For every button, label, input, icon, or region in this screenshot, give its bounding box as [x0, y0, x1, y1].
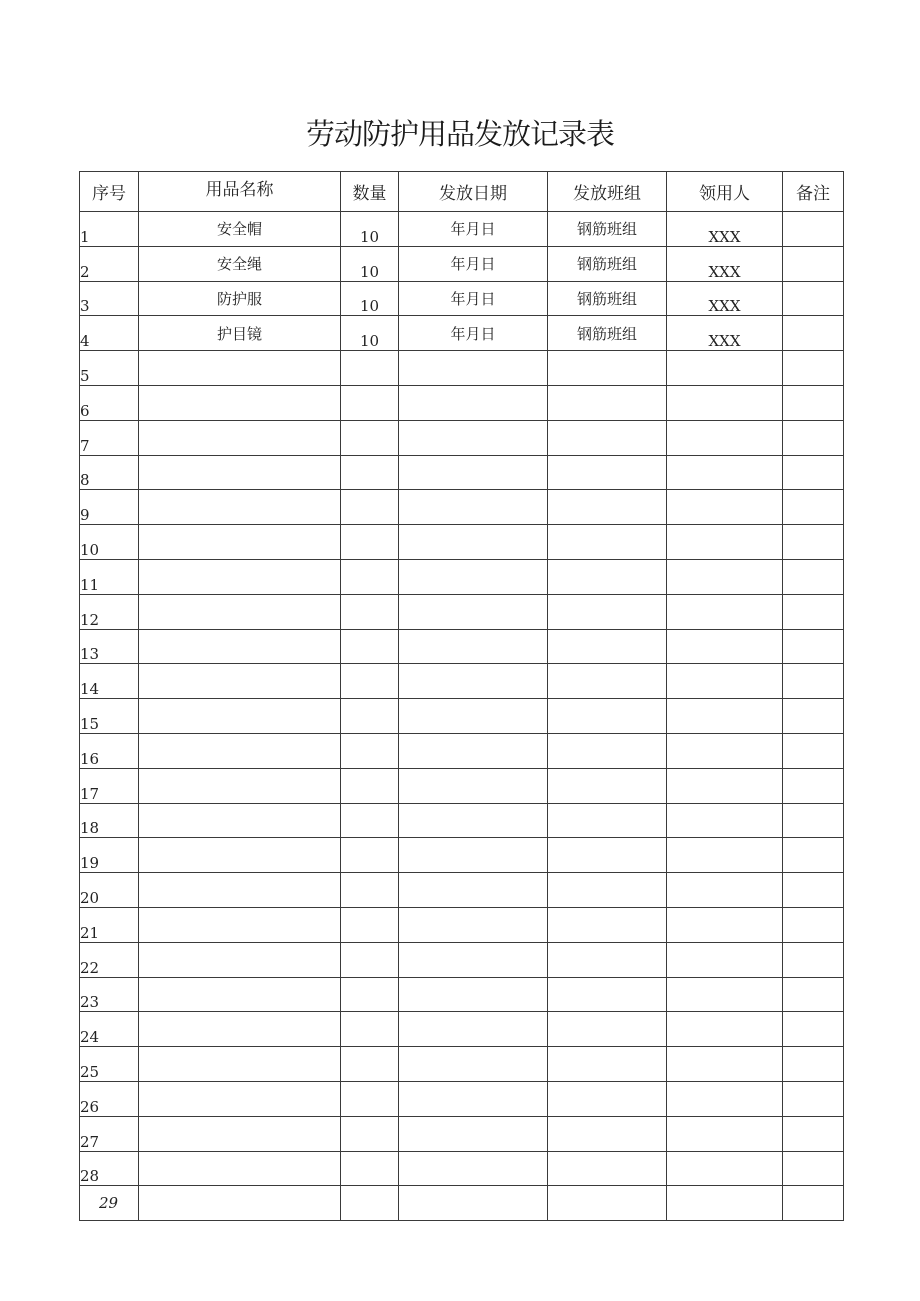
cell-receiver	[667, 351, 783, 386]
table-row	[80, 1047, 844, 1082]
cell-receiver	[667, 629, 783, 664]
cell-issue-date	[399, 490, 548, 525]
cell-item-name	[139, 942, 341, 977]
cell-item-name	[139, 1081, 341, 1116]
cell-issue-date	[399, 873, 548, 908]
cell-receiver	[667, 559, 783, 594]
cell-issue-date	[399, 1151, 548, 1186]
cell-receiver	[667, 385, 783, 420]
cell-no: 26	[80, 1081, 139, 1116]
cell-team	[548, 385, 667, 420]
header-team: 发放班组	[548, 172, 667, 212]
cell-remark	[783, 1116, 844, 1151]
cell-receiver	[667, 1116, 783, 1151]
cell-team	[548, 559, 667, 594]
table-row	[80, 525, 844, 560]
table-row	[80, 455, 844, 490]
cell-team: 钢筋班组	[548, 281, 667, 316]
cell-team	[548, 768, 667, 803]
cell-receiver	[667, 594, 783, 629]
cell-issue-date	[399, 977, 548, 1012]
cell-no: 8	[80, 455, 139, 490]
cell-issue-date	[399, 385, 548, 420]
cell-quantity	[341, 1081, 399, 1116]
page-title: 劳动防护用品发放记录表	[305, 117, 614, 151]
cell-quantity	[341, 907, 399, 942]
cell-quantity	[341, 594, 399, 629]
cell-item-name	[139, 559, 341, 594]
cell-quantity	[341, 351, 399, 386]
table-row	[80, 1081, 844, 1116]
table-row	[80, 281, 844, 316]
cell-team	[548, 873, 667, 908]
cell-issue-date	[399, 907, 548, 942]
table-body	[80, 212, 844, 1221]
cell-receiver	[667, 768, 783, 803]
cell-no: 3	[80, 281, 139, 316]
cell-item-name	[139, 594, 341, 629]
cell-team	[548, 490, 667, 525]
cell-issue-date	[399, 1012, 548, 1047]
cell-issue-date	[399, 699, 548, 734]
cell-team	[548, 420, 667, 455]
cell-receiver	[667, 1186, 783, 1221]
cell-team	[548, 977, 667, 1012]
cell-remark	[783, 212, 844, 247]
cell-remark	[783, 873, 844, 908]
cell-no: 6	[80, 385, 139, 420]
cell-remark	[783, 768, 844, 803]
header-row	[80, 172, 844, 212]
cell-quantity	[341, 1047, 399, 1082]
cell-receiver	[667, 1012, 783, 1047]
cell-issue-date	[399, 942, 548, 977]
cell-quantity	[341, 490, 399, 525]
cell-no: 25	[80, 1047, 139, 1082]
cell-issue-date	[399, 559, 548, 594]
cell-receiver	[667, 873, 783, 908]
cell-receiver: XXX	[667, 246, 783, 281]
cell-no: 22	[80, 942, 139, 977]
cell-issue-date: 年月日	[399, 246, 548, 281]
cell-team	[548, 455, 667, 490]
cell-team	[548, 351, 667, 386]
cell-no: 17	[80, 768, 139, 803]
cell-no: 23	[80, 977, 139, 1012]
cell-no: 7	[80, 420, 139, 455]
cell-remark	[783, 246, 844, 281]
table-row	[80, 212, 844, 247]
cell-item-name	[139, 873, 341, 908]
cell-quantity	[341, 420, 399, 455]
cell-receiver	[667, 490, 783, 525]
cell-remark	[783, 699, 844, 734]
cell-team	[548, 803, 667, 838]
cell-no: 11	[80, 559, 139, 594]
cell-team	[548, 1012, 667, 1047]
cell-item-name	[139, 977, 341, 1012]
cell-item-name	[139, 768, 341, 803]
cell-receiver	[667, 942, 783, 977]
cell-item-name	[139, 490, 341, 525]
cell-remark	[783, 1012, 844, 1047]
table-row	[80, 385, 844, 420]
cell-team: 钢筋班组	[548, 212, 667, 247]
cell-no: 27	[80, 1116, 139, 1151]
cell-item-name	[139, 733, 341, 768]
cell-receiver: XXX	[667, 316, 783, 351]
cell-quantity	[341, 873, 399, 908]
cell-issue-date	[399, 525, 548, 560]
cell-issue-date	[399, 1186, 548, 1221]
table-row	[80, 594, 844, 629]
cell-team	[548, 1081, 667, 1116]
cell-no: 18	[80, 803, 139, 838]
header-date: 发放日期	[399, 172, 548, 212]
cell-team	[548, 907, 667, 942]
table-row	[80, 942, 844, 977]
cell-remark	[783, 733, 844, 768]
cell-issue-date	[399, 1047, 548, 1082]
cell-remark	[783, 490, 844, 525]
cell-item-name	[139, 1012, 341, 1047]
cell-item-name	[139, 699, 341, 734]
cell-receiver	[667, 838, 783, 873]
cell-receiver: XXX	[667, 281, 783, 316]
table-row	[80, 1012, 844, 1047]
cell-quantity: 10	[341, 316, 399, 351]
cell-team	[548, 629, 667, 664]
cell-item-name	[139, 351, 341, 386]
cell-quantity: 10	[341, 212, 399, 247]
cell-item-name: 护目镜	[139, 316, 341, 351]
cell-item-name: 安全帽	[139, 212, 341, 247]
cell-item-name	[139, 664, 341, 699]
table-row	[80, 559, 844, 594]
cell-receiver	[667, 803, 783, 838]
cell-receiver	[667, 977, 783, 1012]
cell-team	[548, 699, 667, 734]
header-receiver: 领用人	[667, 172, 783, 212]
cell-quantity	[341, 1012, 399, 1047]
cell-remark	[783, 351, 844, 386]
cell-team	[548, 1186, 667, 1221]
table-row	[80, 873, 844, 908]
cell-receiver	[667, 525, 783, 560]
cell-quantity	[341, 559, 399, 594]
table-row	[80, 733, 844, 768]
cell-remark	[783, 1081, 844, 1116]
cell-remark	[783, 316, 844, 351]
table-row	[80, 803, 844, 838]
cell-issue-date	[399, 629, 548, 664]
cell-team	[548, 664, 667, 699]
cell-no: 1	[80, 212, 139, 247]
cell-issue-date	[399, 594, 548, 629]
cell-remark	[783, 629, 844, 664]
cell-quantity	[341, 733, 399, 768]
cell-issue-date	[399, 664, 548, 699]
cell-no: 2	[80, 246, 139, 281]
table-row	[80, 977, 844, 1012]
cell-remark	[783, 664, 844, 699]
cell-team	[548, 1047, 667, 1082]
cell-team	[548, 733, 667, 768]
cell-quantity	[341, 525, 399, 560]
cell-issue-date	[399, 768, 548, 803]
table-row	[80, 838, 844, 873]
cell-issue-date	[399, 420, 548, 455]
cell-team	[548, 1151, 667, 1186]
cell-remark	[783, 559, 844, 594]
header-name: 用品名称	[139, 172, 341, 212]
cell-quantity	[341, 977, 399, 1012]
header-remark: 备注	[783, 172, 844, 212]
cell-quantity	[341, 455, 399, 490]
cell-item-name	[139, 420, 341, 455]
cell-remark	[783, 455, 844, 490]
cell-no: 28	[80, 1151, 139, 1186]
cell-receiver	[667, 1047, 783, 1082]
cell-quantity	[341, 768, 399, 803]
cell-quantity: 10	[341, 246, 399, 281]
cell-issue-date	[399, 733, 548, 768]
header-no: 序号	[80, 172, 139, 212]
header-qty: 数量	[341, 172, 399, 212]
table-row	[80, 629, 844, 664]
table-row	[80, 316, 844, 351]
cell-item-name	[139, 525, 341, 560]
cell-no: 5	[80, 351, 139, 386]
cell-remark	[783, 385, 844, 420]
cell-quantity: 10	[341, 281, 399, 316]
cell-quantity	[341, 942, 399, 977]
cell-no: 19	[80, 838, 139, 873]
cell-remark	[783, 977, 844, 1012]
cell-remark	[783, 1186, 844, 1221]
table-row	[80, 351, 844, 386]
cell-no: 29	[80, 1186, 139, 1221]
table-row	[80, 1116, 844, 1151]
cell-receiver	[667, 1081, 783, 1116]
cell-item-name: 安全绳	[139, 246, 341, 281]
cell-team	[548, 594, 667, 629]
cell-issue-date: 年月日	[399, 316, 548, 351]
table-row	[80, 1186, 844, 1221]
cell-issue-date	[399, 838, 548, 873]
table-row	[80, 768, 844, 803]
cell-team	[548, 525, 667, 560]
cell-issue-date	[399, 455, 548, 490]
cell-quantity	[341, 838, 399, 873]
cell-no: 9	[80, 490, 139, 525]
cell-team	[548, 838, 667, 873]
table-row	[80, 664, 844, 699]
cell-remark	[783, 525, 844, 560]
cell-item-name	[139, 803, 341, 838]
cell-item-name	[139, 838, 341, 873]
cell-quantity	[341, 664, 399, 699]
cell-team: 钢筋班组	[548, 246, 667, 281]
cell-team	[548, 942, 667, 977]
issue-record-table	[79, 171, 844, 1221]
cell-receiver	[667, 1151, 783, 1186]
cell-no: 16	[80, 733, 139, 768]
cell-item-name	[139, 629, 341, 664]
cell-item-name	[139, 1116, 341, 1151]
cell-issue-date: 年月日	[399, 212, 548, 247]
table-header	[80, 172, 844, 212]
cell-quantity	[341, 1151, 399, 1186]
cell-issue-date	[399, 803, 548, 838]
cell-no: 10	[80, 525, 139, 560]
cell-no: 24	[80, 1012, 139, 1047]
table-row	[80, 1151, 844, 1186]
cell-remark	[783, 1151, 844, 1186]
cell-issue-date: 年月日	[399, 281, 548, 316]
cell-item-name	[139, 1047, 341, 1082]
cell-no: 21	[80, 907, 139, 942]
cell-receiver	[667, 664, 783, 699]
cell-remark	[783, 281, 844, 316]
cell-remark	[783, 803, 844, 838]
cell-issue-date	[399, 351, 548, 386]
cell-receiver: XXX	[667, 212, 783, 247]
cell-remark	[783, 907, 844, 942]
cell-receiver	[667, 733, 783, 768]
cell-receiver	[667, 907, 783, 942]
cell-quantity	[341, 385, 399, 420]
cell-receiver	[667, 455, 783, 490]
cell-item-name	[139, 907, 341, 942]
cell-no: 12	[80, 594, 139, 629]
cell-item-name	[139, 1186, 341, 1221]
cell-no: 4	[80, 316, 139, 351]
cell-remark	[783, 1047, 844, 1082]
cell-item-name	[139, 385, 341, 420]
table-row	[80, 246, 844, 281]
cell-quantity	[341, 629, 399, 664]
cell-remark	[783, 942, 844, 977]
cell-team	[548, 1116, 667, 1151]
table-row	[80, 699, 844, 734]
cell-item-name	[139, 455, 341, 490]
cell-quantity	[341, 1116, 399, 1151]
table-row	[80, 490, 844, 525]
cell-remark	[783, 838, 844, 873]
cell-quantity	[341, 699, 399, 734]
cell-issue-date	[399, 1081, 548, 1116]
cell-no: 14	[80, 664, 139, 699]
cell-no: 20	[80, 873, 139, 908]
cell-item-name: 防护服	[139, 281, 341, 316]
cell-remark	[783, 594, 844, 629]
cell-receiver	[667, 699, 783, 734]
cell-quantity	[341, 803, 399, 838]
cell-no: 15	[80, 699, 139, 734]
cell-issue-date	[399, 1116, 548, 1151]
table-row	[80, 907, 844, 942]
cell-item-name	[139, 1151, 341, 1186]
table-row	[80, 420, 844, 455]
cell-remark	[783, 420, 844, 455]
cell-team: 钢筋班组	[548, 316, 667, 351]
cell-quantity	[341, 1186, 399, 1221]
cell-receiver	[667, 420, 783, 455]
cell-no: 13	[80, 629, 139, 664]
